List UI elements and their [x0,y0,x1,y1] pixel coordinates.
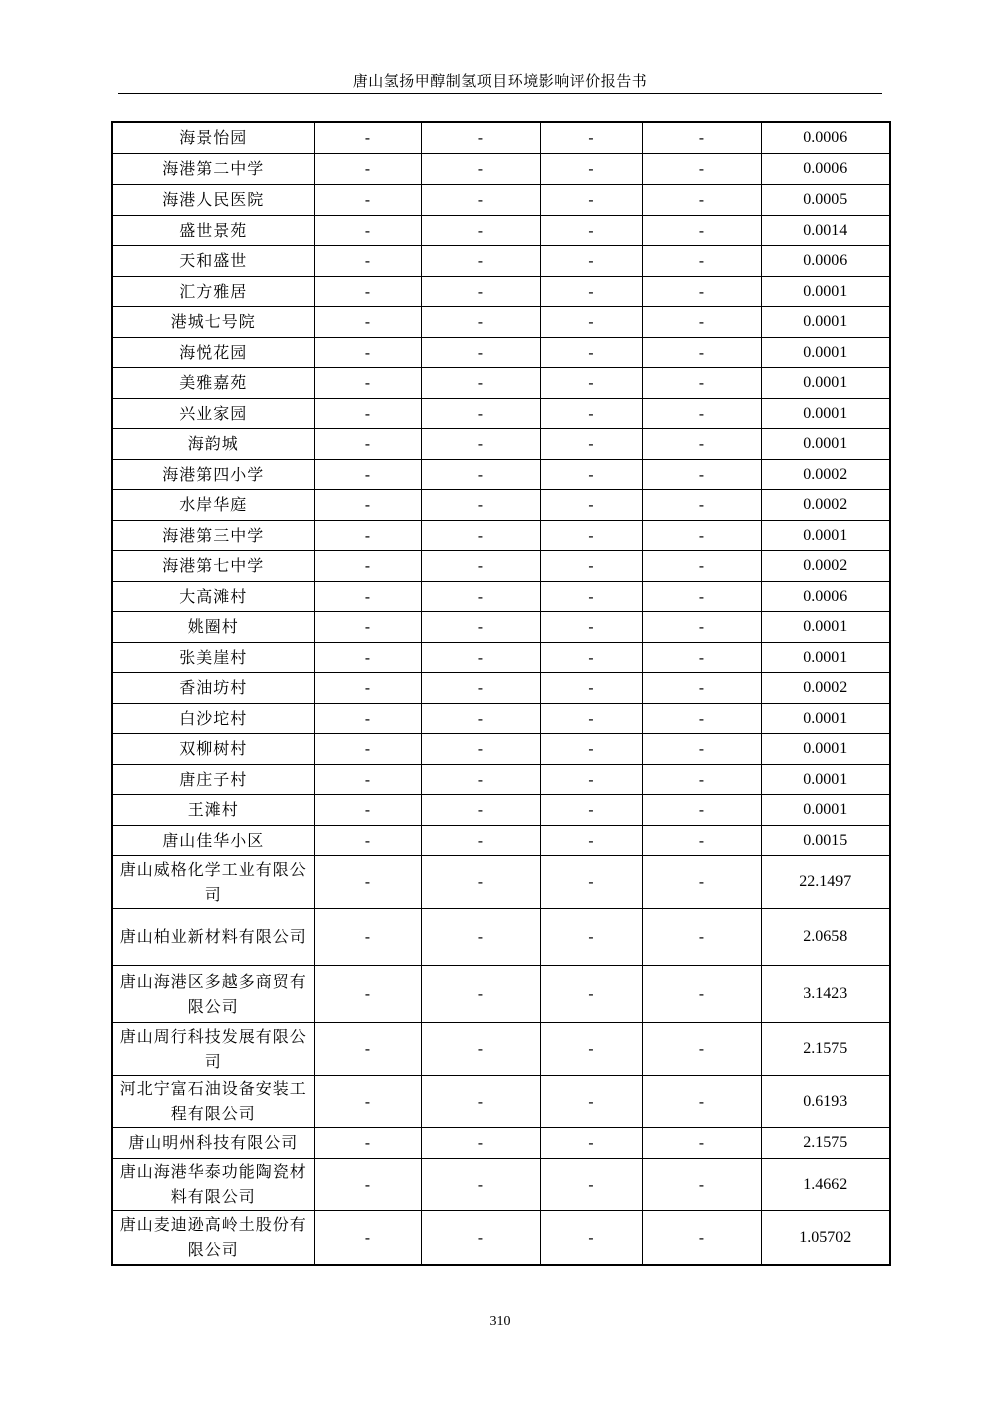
empty-value-cell: - [421,367,540,398]
empty-value-cell: - [540,459,642,489]
header-divider [118,93,882,94]
empty-value-cell: - [642,642,761,672]
value-cell: 0.0001 [761,276,890,306]
empty-value-cell: - [421,581,540,611]
empty-value-cell: - [421,965,540,1022]
empty-value-cell: - [540,908,642,965]
value-cell: 0.0006 [761,581,890,611]
value-cell: 0.0001 [761,703,890,733]
empty-value-cell: - [421,122,540,153]
table-row [112,550,890,581]
empty-value-cell: - [421,1022,540,1075]
empty-value-cell: - [642,1075,761,1127]
empty-value-cell: - [540,337,642,367]
page-number: 310 [489,1314,511,1329]
value-cell: 2.0658 [761,908,890,965]
empty-value-cell: - [314,337,421,367]
empty-value-cell: - [314,245,421,276]
value-cell: 0.0001 [761,337,890,367]
empty-value-cell: - [540,398,642,428]
site-name-cell: 海景怡园 [112,122,314,153]
value-cell: 0.0005 [761,184,890,215]
empty-value-cell: - [540,215,642,245]
empty-value-cell: - [642,398,761,428]
empty-value-cell: - [314,825,421,855]
empty-value-cell: - [540,703,642,733]
empty-value-cell: - [421,153,540,184]
value-cell: 1.4662 [761,1158,890,1210]
empty-value-cell: - [642,965,761,1022]
value-cell: 0.0006 [761,153,890,184]
empty-value-cell: - [540,855,642,908]
table-row [112,367,890,398]
site-name-cell: 大高滩村 [112,581,314,611]
empty-value-cell: - [421,1075,540,1127]
empty-value-cell: - [642,794,761,825]
table-row [112,398,890,428]
empty-value-cell: - [314,459,421,489]
table-row [112,642,890,672]
table-row [112,1075,890,1127]
empty-value-cell: - [314,703,421,733]
empty-value-cell: - [642,611,761,642]
site-name-cell: 海港第三中学 [112,520,314,550]
empty-value-cell: - [314,489,421,520]
empty-value-cell: - [314,581,421,611]
value-cell: 0.0001 [761,398,890,428]
empty-value-cell: - [540,306,642,337]
empty-value-cell: - [314,965,421,1022]
table-row [112,520,890,550]
concentration-table [111,121,891,1266]
site-name-cell: 唐山柏业新材料有限公司 [112,908,314,965]
empty-value-cell: - [421,306,540,337]
empty-value-cell: - [540,1127,642,1158]
table-row [112,459,890,489]
empty-value-cell: - [642,520,761,550]
table-row [112,703,890,733]
table-row [112,581,890,611]
table-row [112,122,890,153]
empty-value-cell: - [540,367,642,398]
empty-value-cell: - [642,215,761,245]
empty-value-cell: - [642,459,761,489]
empty-value-cell: - [314,306,421,337]
empty-value-cell: - [642,581,761,611]
site-name-cell: 唐山佳华小区 [112,825,314,855]
empty-value-cell: - [314,398,421,428]
empty-value-cell: - [314,855,421,908]
empty-value-cell: - [314,611,421,642]
empty-value-cell: - [314,642,421,672]
site-name-cell: 海韵城 [112,428,314,459]
site-name-cell: 天和盛世 [112,245,314,276]
empty-value-cell: - [540,825,642,855]
table-row [112,489,890,520]
empty-value-cell: - [642,908,761,965]
empty-value-cell: - [642,153,761,184]
table-body [112,122,890,1265]
table-row [112,306,890,337]
site-name-cell: 姚圈村 [112,611,314,642]
site-name-cell: 白沙坨村 [112,703,314,733]
empty-value-cell: - [642,337,761,367]
site-name-cell: 港城七号院 [112,306,314,337]
empty-value-cell: - [642,1210,761,1265]
empty-value-cell: - [642,550,761,581]
site-name-cell: 水岸华庭 [112,489,314,520]
empty-value-cell: - [314,122,421,153]
value-cell: 2.1575 [761,1022,890,1075]
empty-value-cell: - [421,337,540,367]
empty-value-cell: - [421,1210,540,1265]
empty-value-cell: - [421,703,540,733]
site-name-cell: 唐山周行科技发展有限公司 [112,1022,314,1075]
value-cell: 1.05702 [761,1210,890,1265]
site-name-cell: 海港第七中学 [112,550,314,581]
empty-value-cell: - [642,764,761,794]
value-cell: 0.0014 [761,215,890,245]
table-row [112,1022,890,1075]
empty-value-cell: - [314,520,421,550]
site-name-cell: 盛世景苑 [112,215,314,245]
site-name-cell: 美雅嘉苑 [112,367,314,398]
empty-value-cell: - [540,245,642,276]
value-cell: 0.0002 [761,550,890,581]
value-cell: 0.0002 [761,672,890,703]
empty-value-cell: - [421,825,540,855]
empty-value-cell: - [421,855,540,908]
empty-value-cell: - [314,672,421,703]
value-cell: 0.0001 [761,367,890,398]
empty-value-cell: - [421,764,540,794]
value-cell: 0.0006 [761,122,890,153]
report-header-title: 唐山氢扬甲醇制氢项目环境影响评价报告书 [352,72,648,90]
empty-value-cell: - [421,611,540,642]
empty-value-cell: - [314,367,421,398]
value-cell: 0.0015 [761,825,890,855]
empty-value-cell: - [421,908,540,965]
value-cell: 0.0001 [761,611,890,642]
site-name-cell: 海港第四小学 [112,459,314,489]
table-row [112,794,890,825]
empty-value-cell: - [540,965,642,1022]
empty-value-cell: - [421,733,540,764]
empty-value-cell: - [314,550,421,581]
empty-value-cell: - [421,794,540,825]
empty-value-cell: - [314,733,421,764]
value-cell: 0.0002 [761,459,890,489]
site-name-cell: 双柳树村 [112,733,314,764]
empty-value-cell: - [540,672,642,703]
empty-value-cell: - [642,245,761,276]
empty-value-cell: - [314,908,421,965]
empty-value-cell: - [540,184,642,215]
empty-value-cell: - [642,855,761,908]
empty-value-cell: - [421,550,540,581]
empty-value-cell: - [540,1158,642,1210]
table-row [112,1210,890,1265]
empty-value-cell: - [314,794,421,825]
value-cell: 0.6193 [761,1075,890,1127]
value-cell: 2.1575 [761,1127,890,1158]
empty-value-cell: - [314,428,421,459]
empty-value-cell: - [540,550,642,581]
value-cell: 0.0001 [761,520,890,550]
empty-value-cell: - [642,367,761,398]
value-cell: 0.0001 [761,428,890,459]
empty-value-cell: - [540,122,642,153]
empty-value-cell: - [314,276,421,306]
empty-value-cell: - [314,215,421,245]
empty-value-cell: - [642,703,761,733]
empty-value-cell: - [642,733,761,764]
empty-value-cell: - [540,733,642,764]
site-name-cell: 海港人民医院 [112,184,314,215]
site-name-cell: 河北宁富石油设备安装工程有限公司 [112,1075,314,1127]
site-name-cell: 唐山海港区多越多商贸有限公司 [112,965,314,1022]
empty-value-cell: - [642,184,761,215]
empty-value-cell: - [642,825,761,855]
empty-value-cell: - [421,215,540,245]
table-row [112,825,890,855]
table-row [112,611,890,642]
value-cell: 0.0001 [761,764,890,794]
value-cell: 22.1497 [761,855,890,908]
empty-value-cell: - [314,764,421,794]
empty-value-cell: - [421,398,540,428]
site-name-cell: 王滩村 [112,794,314,825]
empty-value-cell: - [421,672,540,703]
table-row [112,1127,890,1158]
empty-value-cell: - [642,1127,761,1158]
empty-value-cell: - [540,794,642,825]
empty-value-cell: - [540,1210,642,1265]
site-name-cell: 唐山麦迪逊高岭土股份有限公司 [112,1210,314,1265]
table-row [112,733,890,764]
empty-value-cell: - [314,1075,421,1127]
empty-value-cell: - [421,428,540,459]
value-cell: 3.1423 [761,965,890,1022]
empty-value-cell: - [540,642,642,672]
empty-value-cell: - [421,459,540,489]
empty-value-cell: - [421,520,540,550]
empty-value-cell: - [642,306,761,337]
empty-value-cell: - [421,245,540,276]
site-name-cell: 兴业家园 [112,398,314,428]
site-name-cell: 唐庄子村 [112,764,314,794]
value-cell: 0.0001 [761,306,890,337]
empty-value-cell: - [540,581,642,611]
table-row [112,908,890,965]
empty-value-cell: - [540,611,642,642]
empty-value-cell: - [540,276,642,306]
site-name-cell: 香油坊村 [112,672,314,703]
empty-value-cell: - [642,428,761,459]
empty-value-cell: - [314,153,421,184]
empty-value-cell: - [642,1158,761,1210]
empty-value-cell: - [314,1158,421,1210]
table-row [112,764,890,794]
empty-value-cell: - [642,122,761,153]
empty-value-cell: - [642,1022,761,1075]
empty-value-cell: - [642,672,761,703]
empty-value-cell: - [540,520,642,550]
site-name-cell: 海港第二中学 [112,153,314,184]
table-row [112,672,890,703]
site-name-cell: 唐山明州科技有限公司 [112,1127,314,1158]
empty-value-cell: - [421,489,540,520]
empty-value-cell: - [314,1210,421,1265]
empty-value-cell: - [642,489,761,520]
table-row [112,276,890,306]
table-row [112,215,890,245]
empty-value-cell: - [421,1127,540,1158]
value-cell: 0.0001 [761,642,890,672]
site-name-cell: 海悦花园 [112,337,314,367]
table-row [112,428,890,459]
empty-value-cell: - [421,184,540,215]
empty-value-cell: - [540,489,642,520]
table-row [112,855,890,908]
table-row [112,245,890,276]
empty-value-cell: - [540,428,642,459]
value-cell: 0.0006 [761,245,890,276]
empty-value-cell: - [314,1127,421,1158]
table-row [112,337,890,367]
empty-value-cell: - [421,276,540,306]
table-row [112,1158,890,1210]
empty-value-cell: - [540,153,642,184]
table-row [112,184,890,215]
empty-value-cell: - [421,642,540,672]
empty-value-cell: - [540,1022,642,1075]
site-name-cell: 张美崖村 [112,642,314,672]
empty-value-cell: - [314,184,421,215]
value-cell: 0.0001 [761,794,890,825]
empty-value-cell: - [314,1022,421,1075]
site-name-cell: 唐山海港华泰功能陶瓷材料有限公司 [112,1158,314,1210]
empty-value-cell: - [421,1158,540,1210]
site-name-cell: 唐山威格化学工业有限公司 [112,855,314,908]
value-cell: 0.0001 [761,733,890,764]
empty-value-cell: - [540,764,642,794]
site-name-cell: 汇方雅居 [112,276,314,306]
table-row [112,153,890,184]
table-row [112,965,890,1022]
value-cell: 0.0002 [761,489,890,520]
empty-value-cell: - [540,1075,642,1127]
empty-value-cell: - [642,276,761,306]
